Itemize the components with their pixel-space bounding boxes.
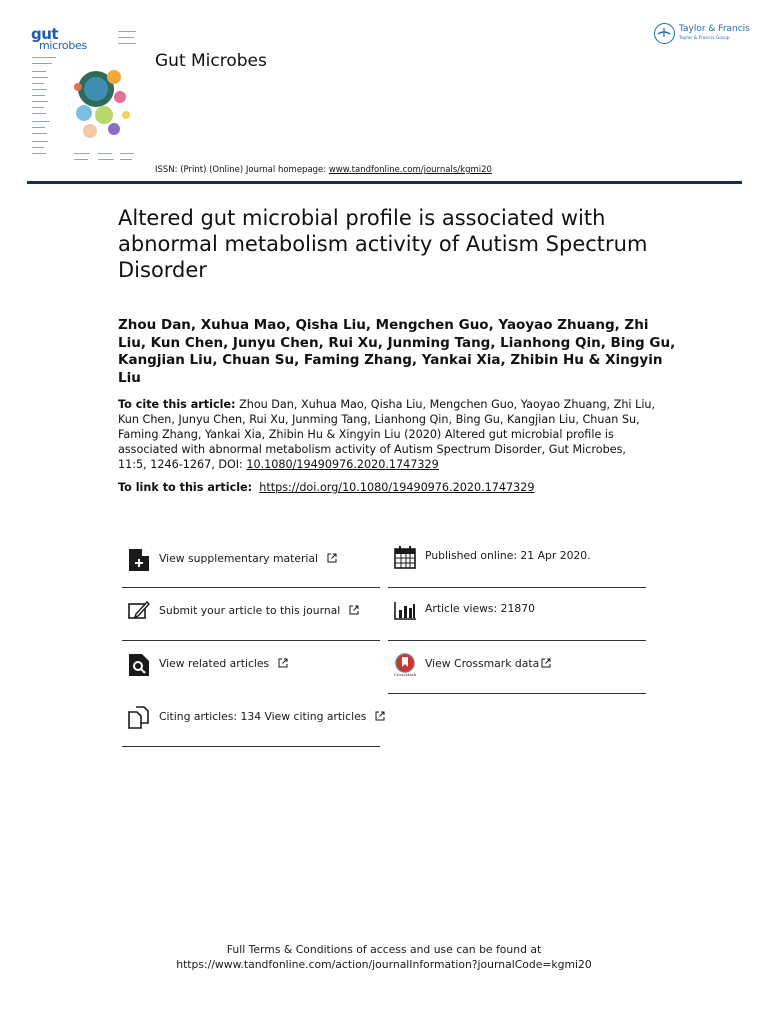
external-link-icon [278, 658, 288, 668]
issn-line [155, 165, 492, 175]
citation-block [118, 397, 658, 472]
published-label: Published online: 21 Apr 2020. [425, 549, 591, 562]
crossmark-link[interactable] [388, 657, 646, 709]
crossmark-icon [394, 653, 416, 677]
header-divider [27, 181, 742, 184]
publisher-group-name: Taylor & Francis Group [679, 36, 730, 41]
publisher-logo[interactable] [654, 22, 750, 48]
terms-url[interactable]: https://www.tandfonline.com/action/journalInformation?journalCode=kgmi20 [176, 958, 592, 971]
document-plus-icon [128, 548, 150, 572]
published-online-info [388, 549, 646, 601]
document-search-icon [128, 653, 150, 677]
related-articles-link[interactable] [122, 657, 380, 709]
edit-icon [128, 600, 150, 624]
grid-divider [388, 640, 646, 641]
supplementary-material-link[interactable] [122, 552, 380, 604]
publisher-emblem-icon [654, 23, 675, 44]
link-label: To link to this article: [118, 481, 253, 494]
cover-title-gut: gut [31, 27, 59, 43]
citing-label: Citing articles: 134 View citing articles [159, 710, 367, 723]
crossmark-label: View Crossmark data [425, 657, 540, 670]
views-label: Article views: 21870 [425, 602, 535, 615]
journal-cover-image [30, 27, 138, 172]
article-title: Altered gut microbial profile is associated with abnormal metabolism activity of Autism Spectrum Disorder [118, 206, 648, 282]
citation-label: To cite this article: [118, 398, 236, 411]
grid-divider [122, 640, 380, 641]
article-doi-link[interactable]: https://doi.org/10.1080/19490976.2020.1747329 [259, 481, 535, 494]
terms-footer [120, 942, 648, 972]
external-link-icon [327, 553, 337, 563]
citing-documents-icon [128, 706, 150, 730]
publisher-name: Taylor & Francis [679, 24, 750, 34]
external-link-icon [375, 711, 385, 721]
journal-name: Gut Microbes [155, 51, 267, 71]
citation-doi-link[interactable]: 10.1080/19490976.2020.1747329 [246, 458, 439, 471]
grid-divider [388, 693, 646, 694]
submit-label: Submit your article to this journal [159, 604, 341, 617]
citation-text: Zhou Dan, Xuhua Mao, Qisha Liu, Mengchen Guo, Yaoyao Zhuang, Zhi Liu, Kun Chen, Junyu Chen, Rui Xu, Junming Tang, Lianhong Qin, Bing Gu, Kangjian Liu, Chuan Su, Faming Zhang, Yankai Xia, Zhibin Hu & Xingyin Liu (2020) Altered gut microbial profile is associated with abnormal metabolism activity of Autism Spectrum Disorder, Gut Microbes, 11:5, 1246-1267, DOI: [118, 398, 656, 471]
article-authors: Zhou Dan, Xuhua Mao, Qisha Liu, Mengchen Guo, Yaoyao Zhuang, Zhi Liu, Kun Chen, Junyu Chen, Rui Xu, Junming Tang, Lianhong Qin, Bing Gu, Kangjian Liu, Chuan Su, Faming Zhang, Yankai Xia, Zhibin Hu & Xingyin Liu [118, 317, 676, 386]
grid-divider [122, 587, 380, 588]
article-link-line [118, 481, 678, 494]
terms-line: Full Terms & Conditions of access and use can be found at [226, 943, 542, 956]
crossmark-logo-text: CrossMark [394, 672, 416, 677]
cover-illustration [70, 53, 134, 149]
calendar-icon [394, 545, 416, 569]
cover-title-microbes: microbes [39, 39, 87, 52]
external-link-icon [541, 658, 551, 668]
article-views-info [388, 602, 646, 654]
external-link-icon [349, 605, 359, 615]
journal-homepage-link[interactable]: www.tandfonline.com/journals/kgmi20 [328, 165, 492, 175]
bar-chart-icon [394, 598, 416, 622]
related-label: View related articles [159, 657, 270, 670]
submit-article-link[interactable] [122, 604, 380, 656]
supplementary-label: View supplementary material [159, 552, 319, 565]
issn-text: ISSN: (Print) (Online) Journal homepage: [155, 165, 329, 175]
citing-articles-link[interactable] [122, 710, 380, 762]
grid-divider [388, 587, 646, 588]
